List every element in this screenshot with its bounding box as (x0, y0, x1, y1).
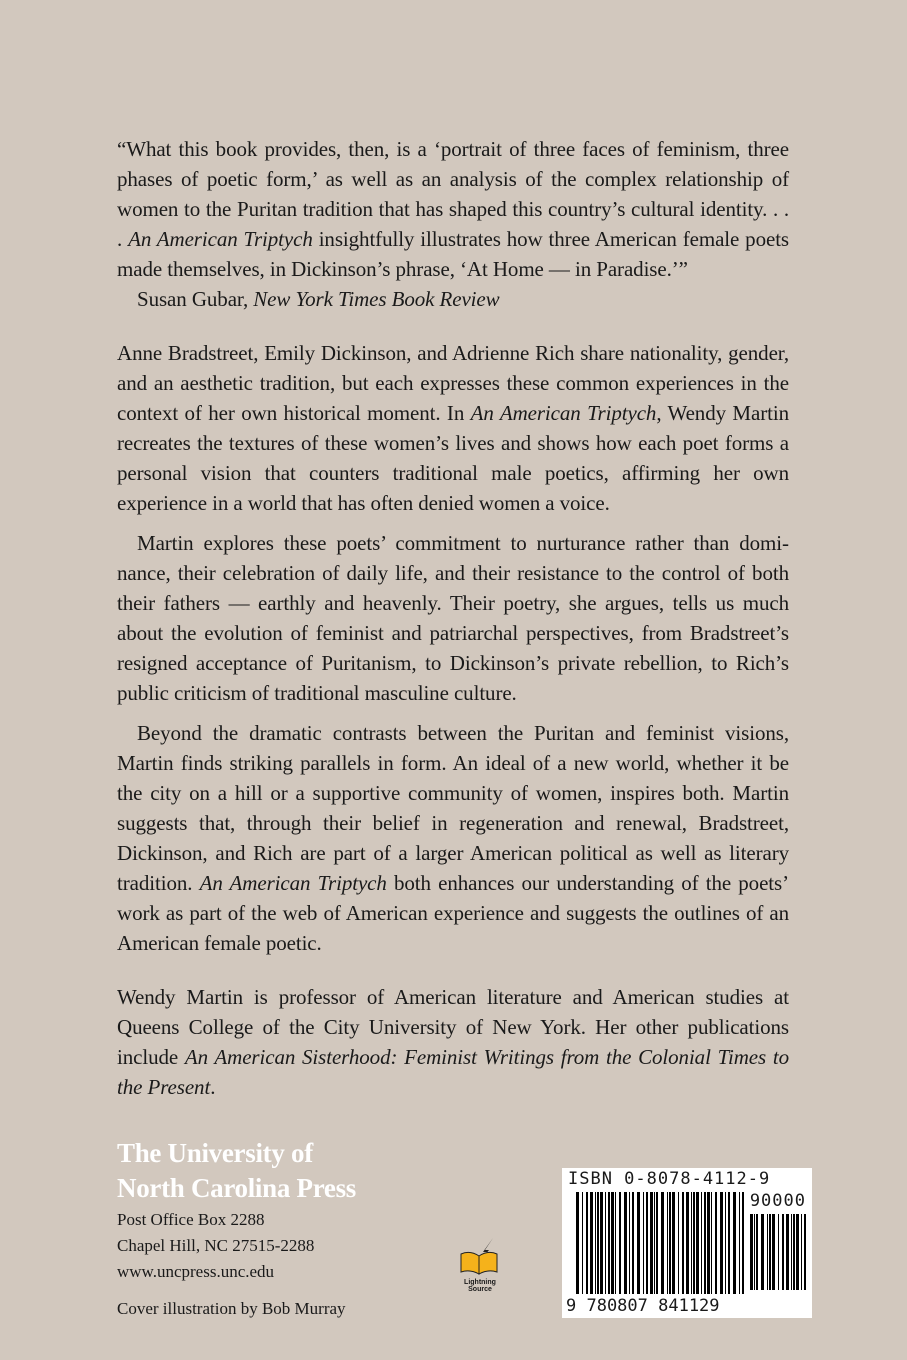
barcode-bar (793, 1214, 795, 1290)
barcode-bar (786, 1214, 789, 1290)
description-text: both enhances our understanding of the poets’ work as part of the web of American experience and suggests the outlines of an American female poetic. (117, 871, 789, 955)
barcode-bar (791, 1214, 792, 1290)
book-lightning-icon (455, 1236, 505, 1276)
barcode-bar (650, 1192, 653, 1294)
book-description (117, 338, 789, 958)
isbn-barcode (562, 1168, 812, 1318)
barcode-bar (725, 1192, 726, 1294)
cover-credit: Cover illustration by Bob Murray (117, 1299, 346, 1318)
barcode-bar (704, 1192, 706, 1294)
description-paragraph: Martin explores these poets’ commitment to nurturance rather than dominance, their celebration of daily life, and their resistance to the control of both their fathers — earthly and heavenly. Their poetry, she argues, tells us much about the evolution of feminist and patriarchal perspectives, from Bradstreet’s resigned acceptance of Puritanism, to Dickinson’s private rebellion, to Rich’s public criticism of traditional masculine culture. (117, 531, 789, 705)
quote-author: Susan Gubar, (137, 287, 254, 311)
barcode-bar (715, 1192, 717, 1294)
barcode-bar (669, 1192, 671, 1294)
lightning-source-logo (455, 1236, 505, 1293)
barcode-bar (586, 1192, 588, 1294)
barcode-bar (595, 1192, 596, 1294)
barcode-bar (733, 1192, 736, 1294)
barcode-bar (796, 1214, 799, 1290)
barcode-bar (693, 1192, 695, 1294)
isbn-text: ISBN 0-8078-4112-9 (568, 1169, 771, 1189)
publisher-name-line1: The University of (117, 1138, 313, 1168)
barcode-bar (624, 1192, 627, 1294)
barcode-bar (772, 1214, 775, 1290)
barcode-bar (711, 1192, 712, 1294)
review-quote (117, 134, 789, 314)
ean-bars (576, 1192, 746, 1294)
barcode-bar (643, 1192, 644, 1294)
barcode-bar (778, 1214, 779, 1290)
barcode-bar (720, 1192, 723, 1294)
other-publication-title: An American Sisterhood: Feminist Writings from the Colonial Times to the Present (117, 1045, 789, 1099)
barcode-bar (667, 1192, 668, 1294)
barcode-bar (637, 1192, 640, 1294)
barcode-bar (611, 1192, 614, 1294)
barcode-bar (608, 1192, 610, 1294)
barcode-bar (632, 1192, 634, 1294)
book-title: An American Triptych (199, 871, 387, 895)
barcode-bar (597, 1192, 599, 1294)
description-text: Anne Bradstreet, Emily Dickinson, and Adrienne Rich share nationality, gender, and an aesthetic tradition, but each expresses these common experiences in the context of her own historical moment. In (117, 341, 789, 425)
barcode-bar (654, 1192, 655, 1294)
barcode-bar (615, 1192, 616, 1294)
barcode-bar (656, 1192, 658, 1294)
barcode-bar (576, 1192, 579, 1294)
barcode-bar (696, 1192, 699, 1294)
addon-bars (750, 1214, 806, 1309)
barcode-bar (804, 1214, 806, 1290)
book-title: An American Triptych (128, 227, 313, 251)
barcode-bar (582, 1192, 583, 1294)
barcode-bar (707, 1192, 710, 1294)
bio-text: Wendy Martin is professor of American literature and American studies at Queens College of the City University of New York. Her other publications include (117, 985, 789, 1069)
barcode-bar (739, 1192, 740, 1294)
logo-text: Lightning Source (464, 1279, 496, 1293)
publisher-address1: Post Office Box 2288 (117, 1210, 265, 1229)
barcode-bar (672, 1192, 675, 1294)
barcode-bar (629, 1192, 630, 1294)
barcode-bar (769, 1214, 771, 1290)
barcode-bar (678, 1192, 679, 1294)
barcode-bar (619, 1192, 621, 1294)
barcode-bar (646, 1192, 648, 1294)
barcode-bar (728, 1192, 730, 1294)
back-cover-content (117, 134, 789, 1320)
barcode-bar (691, 1192, 692, 1294)
quote-source: New York Times Book Review (253, 287, 500, 311)
barcode-bar (754, 1214, 755, 1290)
barcode-bar (742, 1192, 744, 1294)
author-bio (117, 982, 789, 1102)
barcode-bar (682, 1192, 684, 1294)
barcode-bar (801, 1214, 802, 1290)
price-addon-text: 90000 (749, 1191, 806, 1211)
quote-text: “What this book provides, then, is a ‘portrait of three faces of feminism, three phases of poetic form,’ as well as an analysis of the complex relationship of women to the Puritan tradition that has shaped this country’s cultural identity. . . . (117, 137, 789, 251)
barcode-bar (767, 1214, 768, 1290)
publisher-website: www.uncpress.unc.edu (117, 1262, 275, 1281)
description-text: Beyond the dramatic contrasts between the Puritan and feminist visions, Martin finds striking parallels in form. An ideal of a new world, whether it be the city on a hill or a supportive community of women, inspires both. Martin suggests that, through their belief in regeneration and renewal, Bradstreet, Dickinson, and Rich are part of a larger American political as well as literary tradition. (117, 721, 789, 895)
barcode-bar (605, 1192, 606, 1294)
description-text: , Wendy Martin recreates the textures of these women’s lives and shows how each poet forms a personal vision that counters traditional male poetics, affirming her own experience in a world that has often denied women a voice. (117, 401, 789, 515)
publisher-name-line2: North Carolina Press (117, 1173, 356, 1203)
barcode-bar (782, 1214, 784, 1290)
barcode-bar (756, 1214, 758, 1290)
barcode-bar (600, 1192, 603, 1294)
barcode-bar (701, 1192, 702, 1294)
barcode-bar (590, 1192, 593, 1294)
barcode-bar (661, 1192, 664, 1294)
book-title: An American Triptych (470, 401, 657, 425)
quote-text: insightfully illustrates how three American female poets made themselves, in Dickinson’s phrase, ‘At Home — in Paradise.’” (117, 227, 790, 281)
barcode-bar (686, 1192, 689, 1294)
barcode-bar (750, 1214, 753, 1290)
bio-text: . (210, 1075, 216, 1099)
publisher-address2: Chapel Hill, NC 27515-2288 (117, 1236, 315, 1255)
ean-number: 9 780807 841129 (566, 1296, 720, 1316)
barcode-bar (761, 1214, 764, 1290)
